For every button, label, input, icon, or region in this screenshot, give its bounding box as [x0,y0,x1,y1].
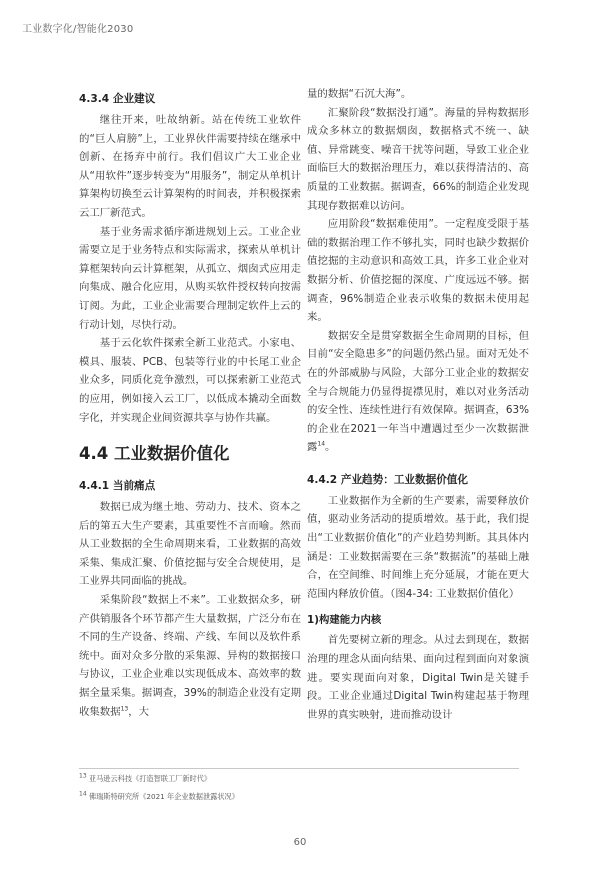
paragraph-text-end: ，大 [128,705,149,718]
left-column [79,90,301,721]
footnote-ref-13: 13 [120,705,129,713]
paragraph: 应用阶段“数据难使用”。一定程度受限于基础的数据治理工作不够扎实，同时也缺少数据价值挖掘的主动意识和高效工具，许多工业企业对数据分析、价值挖掘的深度、广度远远不够。据调查，96%制造企业表示收集的数据未使用起来。 [307,218,529,324]
paragraph: 工业数据作为全新的生产要素，需要释放价值，驱动业务活动的提质增效。基于此，我们提出“工业数据价值化”的产业趋势判断。其具体内涵是：工业数据需要在三条“数据流”的基础上融合，在空间维、时间维上充分延展，才能在更大范围内释放价值。（图4-34: 工业数据价值化） [307,494,529,600]
paragraph: 数据已成为继土地、劳动力、技术、资本之后的第五大生产要素，其重要性不言而喻。然而从工业数据的全生命周期来看，工业数据的高效采集、集成汇聚、价值挖掘与安全合规使用，是工业界共同面临的挑战。 [79,501,301,588]
paragraph-continued: 量的数据“石沉大海”。 [307,88,412,100]
section-4-4-1-title: 4.4.1 当前痛点 [79,480,156,493]
footnote-divider [79,768,519,769]
footnote-ref-14: 14 [317,440,326,448]
paragraph: 基于业务需求循序渐进规划上云。工业企业需要立足于业务特点和实际需求，探索从单机计算框架转向云计算框架，从孤立、烟囱式应用走向集成、融合化应用，从购买软件授权转向按需订阅。为此，工业企业需要合理制定软件上云的行动计划，尽快行动。 [79,225,301,331]
paragraph-text-end: 。 [325,441,336,454]
footnote-13 [79,774,211,784]
page-number: 60 [293,837,307,848]
running-header: 工业数字化/智能化2030 [22,24,134,35]
section-4-4-title: 4.4 工业数据价值化 [79,444,230,464]
section-4-3-4-title: 4.3.4 企业建议 [79,93,156,105]
paragraph [307,327,529,457]
subsection-1-title: 1)构建能力内核 [307,614,382,627]
paragraph-text: 采集阶段“数据上不来”。工业数据众多，研产供销服各个环节都产生大量数据，广泛分布在不同的生产设备、终端、产线、车间以及软件系统中。面对众多分散的采集源、异构的数据接口与协议，工业企业难以实现低成本、高效率的数据全量采集。据调查，39%的制造企业没有定期收集数据 [79,594,301,718]
section-4-4-2-title: 4.4.2 产业趋势：工业数据价值化 [307,473,468,486]
footnote-number: 14 [79,790,87,798]
paragraph: 汇聚阶段“数据没打通”。海量的异构数据形成众多林立的数据烟囱，数据格式不统一、缺值、异常跳变、噪音干扰等问题，导致工业企业面临巨大的数据治理压力，难以获得清洁的、高质量的工业数据。据调查，66%的制造企业发现其现存数据难以访问。 [307,106,529,212]
footnote-14 [79,792,239,802]
paragraph [79,591,301,721]
paragraph: 基于云化软件探索全新工业范式。小家电、模具、服装、PCB、包装等行业的中长尾工业企业众多，同质化竞争激烈，可以探索新工业范式的应用，例如接入云工厂，以低成本撬动全面数字化，并实现企业间资源共享与协作共赢。 [79,337,301,424]
footnote-text: 亚马逊云科技《打造智联工厂新时代》 [86,774,212,783]
right-column [307,85,529,724]
paragraph: 继往开来，吐故纳新。站在传统工业软件的“巨人肩膀”上，工业界伙伴需要持续在继承中创新、在扬弃中前行。我们倡议广大工业企业从“用软件”逐步转变为“用服务”，制定从单机计算架构切换至云计算架构的时间表，并积极探索云工厂新范式。 [79,114,301,219]
paragraph: 首先要树立新的理念。从过去到现在，数据治理的理念从面向结果、面向过程到面向对象演进。要实现面向对象，Digital Twin是关键手段。工业企业通过Digital Twin构建起基于物理世界的真实映射，进而推动设计 [307,634,529,721]
footnote-number: 13 [79,772,87,780]
paragraph-text: 数据安全是贯穿数据全生命周期的目标，但目前“安全隐患多”的问题仍然凸显。面对无处不在的外部威胁与风险，大部分工业企业的数据安全与合规能力仍显得捉襟见肘，难以对业务活动的安全性、连续性进行有效保障。据调查，63%的企业在2021一年当中遭遇过至少一次数据泄露 [307,329,529,454]
footnote-text: 佛瑞斯特研究所《2021 年企业数据泄露状况》 [86,792,239,801]
